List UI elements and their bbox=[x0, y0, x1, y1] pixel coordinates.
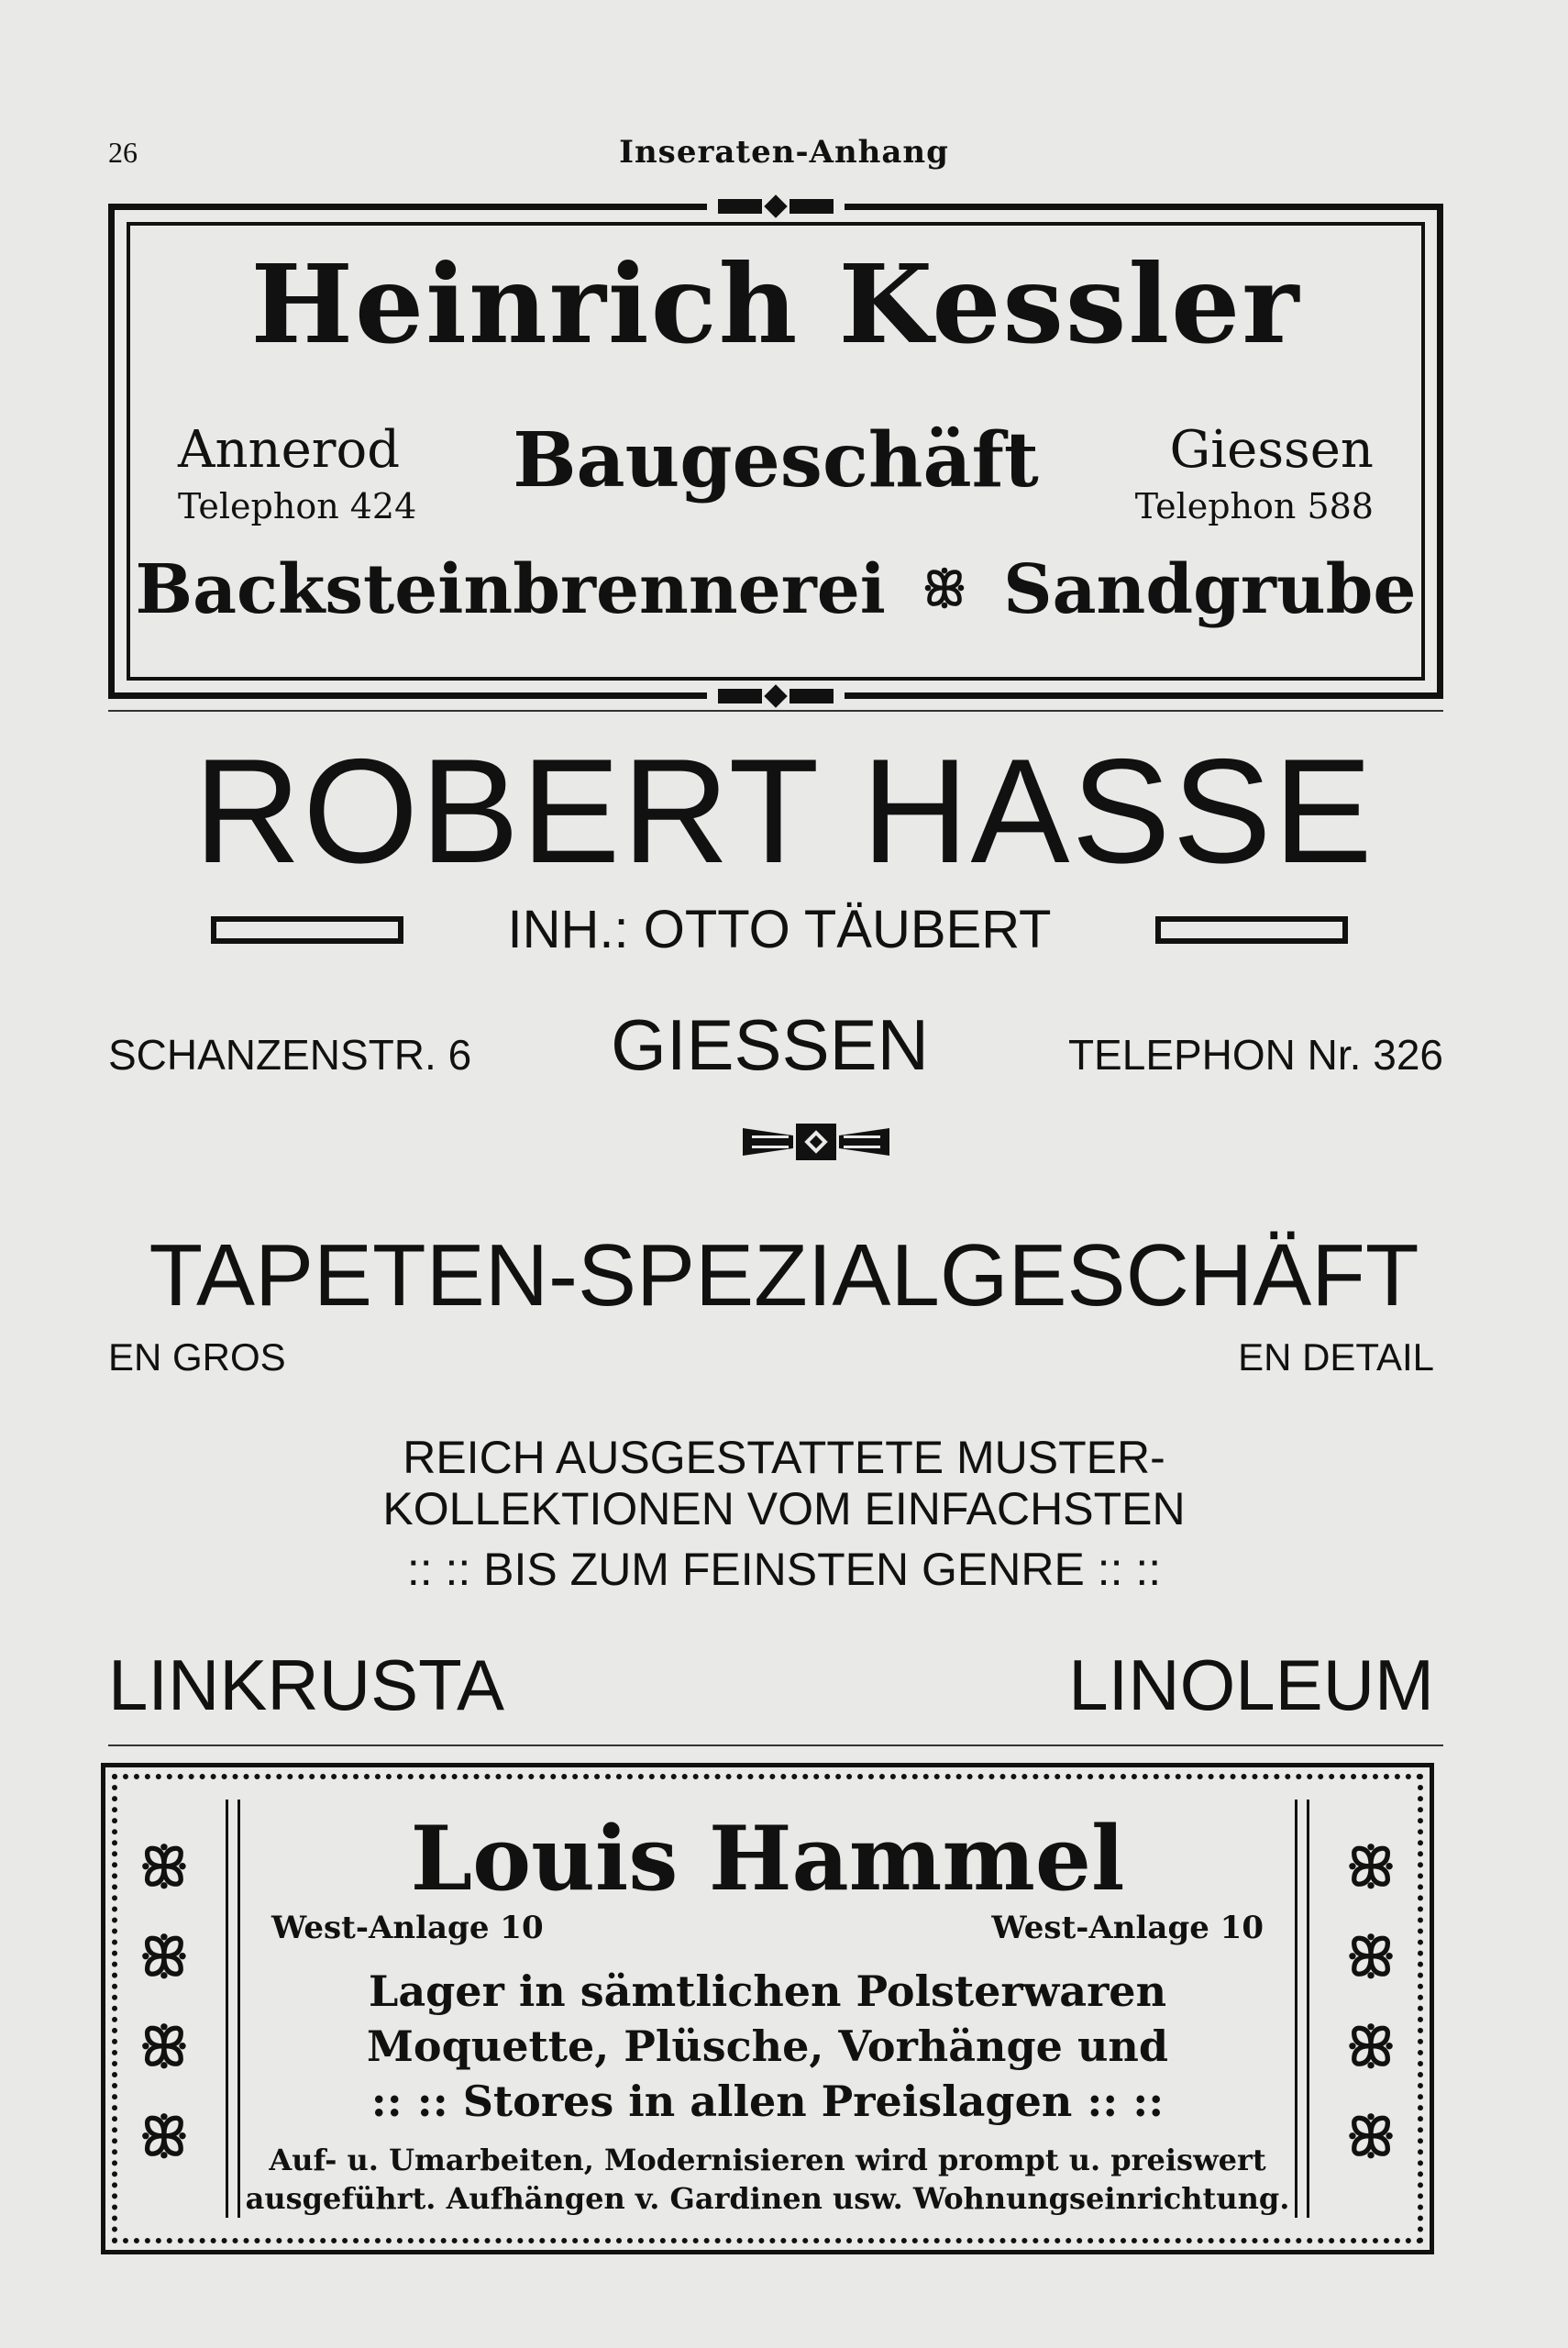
divider-rule bbox=[108, 710, 1443, 712]
owner-label: INH.: OTTO TÄUBERT bbox=[507, 900, 1052, 959]
bar-ornament-icon bbox=[211, 916, 403, 944]
service-right: Sandgrube bbox=[1003, 550, 1417, 629]
address-right: West-Anlage 10 bbox=[991, 1910, 1264, 1946]
advertiser-name: ROBERT HASSE bbox=[193, 728, 1375, 894]
quatrefoil-icon: ꕥ bbox=[1346, 2016, 1396, 2078]
trade-label: Baugeschäft bbox=[513, 416, 1039, 504]
left-phone: Telephon 424 bbox=[178, 486, 417, 526]
wholesale-tag: EN GROS bbox=[108, 1335, 286, 1379]
street-address: SCHANZENSTR. 6 bbox=[108, 1031, 472, 1079]
city-name: GIESSEN bbox=[611, 1004, 929, 1085]
kessler-advertisement bbox=[108, 204, 1443, 699]
services-line bbox=[108, 550, 1443, 629]
page-number: 26 bbox=[108, 136, 138, 169]
quatrefoil-icon: ꕥ bbox=[139, 2016, 189, 2078]
quatrefoil-icon: ꕥ bbox=[139, 1836, 189, 1899]
description-line: :: :: Stores in allen Preislagen :: :: bbox=[370, 2077, 1165, 2126]
service-left: Backsteinbrennerei bbox=[135, 550, 886, 629]
address-row bbox=[108, 1003, 1443, 1087]
product-right: LINOLEUM bbox=[1068, 1645, 1434, 1725]
shop-title: TAPETEN-SPEZIALGESCHÄFT bbox=[149, 1226, 1419, 1324]
bow-ornament-icon bbox=[743, 1119, 889, 1168]
quatrefoil-icon: ꕥ bbox=[922, 561, 967, 617]
quatrefoil-icon: ꕥ bbox=[1346, 1926, 1396, 1988]
frame-ornament-icon bbox=[707, 193, 845, 220]
description-line: KOLLEKTIONEN VOM EINFACHSTEN bbox=[382, 1483, 1186, 1534]
right-place: Giessen bbox=[1169, 420, 1374, 480]
frame-ornament-icon bbox=[707, 682, 845, 710]
quatrefoil-icon: ꕥ bbox=[1346, 1836, 1396, 1899]
description-line: Moquette, Plüsche, Vorhänge und bbox=[367, 2021, 1168, 2071]
advertiser-name: Louis Hammel bbox=[410, 1807, 1125, 1911]
quatrefoil-icon: ꕥ bbox=[1346, 2106, 1396, 2168]
left-place: Annerod bbox=[178, 420, 401, 480]
address-left: West-Anlage 10 bbox=[271, 1910, 544, 1946]
quatrefoil-icon: ꕥ bbox=[139, 2106, 189, 2168]
advertiser-name: Heinrich Kessler bbox=[250, 240, 1301, 368]
right-phone: Telephon 588 bbox=[1134, 486, 1374, 526]
phone-number: TELEPHON Nr. 326 bbox=[1067, 1031, 1443, 1079]
running-head: Inseraten-Anhang bbox=[619, 134, 949, 171]
hammel-advertisement bbox=[101, 1763, 1434, 2254]
product-left: LINKRUSTA bbox=[108, 1645, 504, 1725]
owner-row bbox=[211, 899, 1348, 960]
divider-rule bbox=[108, 1744, 1443, 1746]
service-note: ausgeführt. Aufhängen v. Gardinen usw. Wohnungseinrichtung. bbox=[245, 2181, 1290, 2216]
service-note: Auf- u. Umarbeiten, Modernisieren wird prompt u. preiswert bbox=[269, 2143, 1266, 2177]
description-line: Lager in sämtlichen Polsterwaren bbox=[368, 1966, 1167, 2016]
quatrefoil-icon: ꕥ bbox=[139, 1926, 189, 1988]
retail-tag: EN DETAIL bbox=[1238, 1335, 1434, 1379]
description-line: REICH AUSGESTATTETE MUSTER- bbox=[403, 1432, 1165, 1483]
description-line: :: :: BIS ZUM FEINSTEN GENRE :: :: bbox=[406, 1544, 1162, 1595]
bar-ornament-icon bbox=[1155, 916, 1348, 944]
